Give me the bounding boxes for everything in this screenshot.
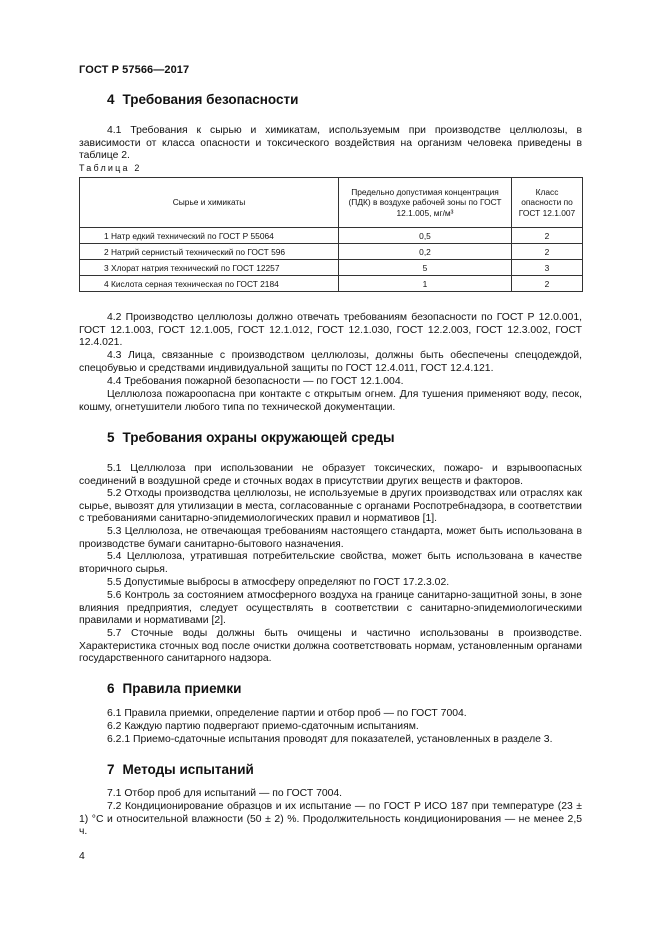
cell-pdk: 5 — [339, 260, 512, 276]
cell-material: 2 Натрий сернистый технический по ГОСТ 596 — [80, 244, 339, 260]
paragraph-7-1: 7.1 Отбор проб для испытаний — по ГОСТ 7004. — [107, 788, 343, 799]
column-header-pdk: Предельно допустимая концентрация (ПДК) в воздухе рабочей зоны по ГОСТ 12.1.005, мг/м³ — [339, 178, 512, 228]
cell-hazard-class: 2 — [512, 276, 583, 292]
column-header-material: Сырье и химикаты — [80, 178, 339, 228]
table-row — [80, 276, 583, 292]
paragraph-4-4-note: Целлюлоза пожароопасна при контакте с открытым огнем. Для тушения применяют воду, песок, кошму, огнетушители любого типа по технической документации. — [79, 389, 582, 413]
document-code-header: ГОСТ Р 57566—2017 — [79, 64, 190, 76]
cell-hazard-class: 2 — [512, 244, 583, 260]
paragraph-7-2: 7.2 Кондиционирование образцов и их испытание — по ГОСТ Р ИСО 187 при температуре (23 ± 1) °С и относительной влажности (50 ± 2) %. Продолжительность кондиционирования — не менее 2,5 ч. — [79, 801, 582, 838]
section-5-heading: 5 Требования охраны окружающей среды — [107, 430, 395, 445]
table-2 — [79, 177, 583, 292]
table-row — [80, 228, 583, 244]
paragraph-4-3: 4.3 Лица, связанные с производством целлюлозы, должны быть обеспечены спецодеждой, спецобувью и средствами индивидуальной защиты по ГОСТ 12.4.011, ГОСТ 12.4.121. — [79, 350, 582, 374]
section-4-heading: 4 Требования безопасности — [107, 92, 299, 107]
paragraph-6-2-1: 6.2.1 Приемо-сдаточные испытания проводят для показателей, установленных в разделе 3. — [107, 734, 553, 745]
paragraph-5-1: 5.1 Целлюлоза при использовании не образует токсических, пожаро- и взрывоопасных соединений в воздушной среде и сточных водах в присутствии других веществ и факторов. — [79, 463, 582, 487]
table-row — [80, 260, 583, 276]
table-header-row — [80, 178, 583, 228]
paragraph-5-5: 5.5 Допустимые выбросы в атмосферу определяют по ГОСТ 17.2.3.02. — [107, 577, 450, 588]
paragraph-4-2: 4.2 Производство целлюлозы должно отвечать требованиям безопасности по ГОСТ Р 12.0.001, ГОСТ 12.1.003, ГОСТ 12.1.005, ГОСТ 12.1.012, ГОСТ 12.1.030, ГОСТ 12.2.003, ГОСТ 12.3.002, ГОСТ 12.4.021. — [79, 312, 582, 349]
page-number: 4 — [79, 851, 85, 862]
cell-hazard-class: 3 — [512, 260, 583, 276]
cell-pdk: 1 — [339, 276, 512, 292]
column-header-hazard-class: Класс опасности по ГОСТ 12.1.007 — [512, 178, 583, 228]
paragraph-6-1: 6.1 Правила приемки, определение партии и отбор проб — по ГОСТ 7004. — [107, 708, 467, 719]
section-6-heading: 6 Правила приемки — [107, 681, 242, 696]
table-row — [80, 244, 583, 260]
paragraph-6-2: 6.2 Каждую партию подвергают приемо-сдаточным испытаниям. — [107, 721, 419, 732]
paragraph-4-1: 4.1 Требования к сырью и химикатам, используемым при производстве целлюлозы, в зависимости от класса опасности и токсического воздействия на организм человека приведены в таблице 2. — [79, 125, 582, 162]
section-7-heading: 7 Методы испытаний — [107, 762, 254, 777]
table-caption: Таблица 2 — [79, 163, 142, 173]
paragraph-4-4: 4.4 Требования пожарной безопасности — по ГОСТ 12.1.004. — [107, 376, 404, 387]
cell-pdk: 0,2 — [339, 244, 512, 260]
paragraph-5-7: 5.7 Сточные воды должны быть очищены и частично использованы в производстве. Характеристика сточных вод после очистки должна соответствовать нормам, установленным органами государственного санитарного надзора. — [79, 628, 582, 665]
paragraph-5-2: 5.2 Отходы производства целлюлозы, не используемые в других производствах или отраслях как сырье, вывозят для утилизации в места, согласованные с органами Роспотребнадзора, в соответствии с требованиями санитарно-эпидемиологических правил и нормативов [1]. — [79, 488, 582, 525]
paragraph-5-4: 5.4 Целлюлоза, утратившая потребительские свойства, может быть использована в качестве вторичного сырья. — [79, 551, 582, 575]
paragraph-5-6: 5.6 Контроль за состоянием атмосферного воздуха на границе санитарно-защитной зоны, в зоне влияния предприятия, следует осуществлять в соответствии с санитарно-эпидемиологическими правилами и нормативами [2]. — [79, 590, 582, 627]
cell-material: 1 Натр едкий технический по ГОСТ Р 55064 — [80, 228, 339, 244]
paragraph-5-3: 5.3 Целлюлоза, не отвечающая требованиям настоящего стандарта, может быть использована в производстве бумаги санитарно-бытового назначения. — [79, 526, 582, 550]
cell-pdk: 0,5 — [339, 228, 512, 244]
cell-hazard-class: 2 — [512, 228, 583, 244]
cell-material: 3 Хлорат натрия технический по ГОСТ 12257 — [80, 260, 339, 276]
cell-material: 4 Кислота серная техническая по ГОСТ 2184 — [80, 276, 339, 292]
